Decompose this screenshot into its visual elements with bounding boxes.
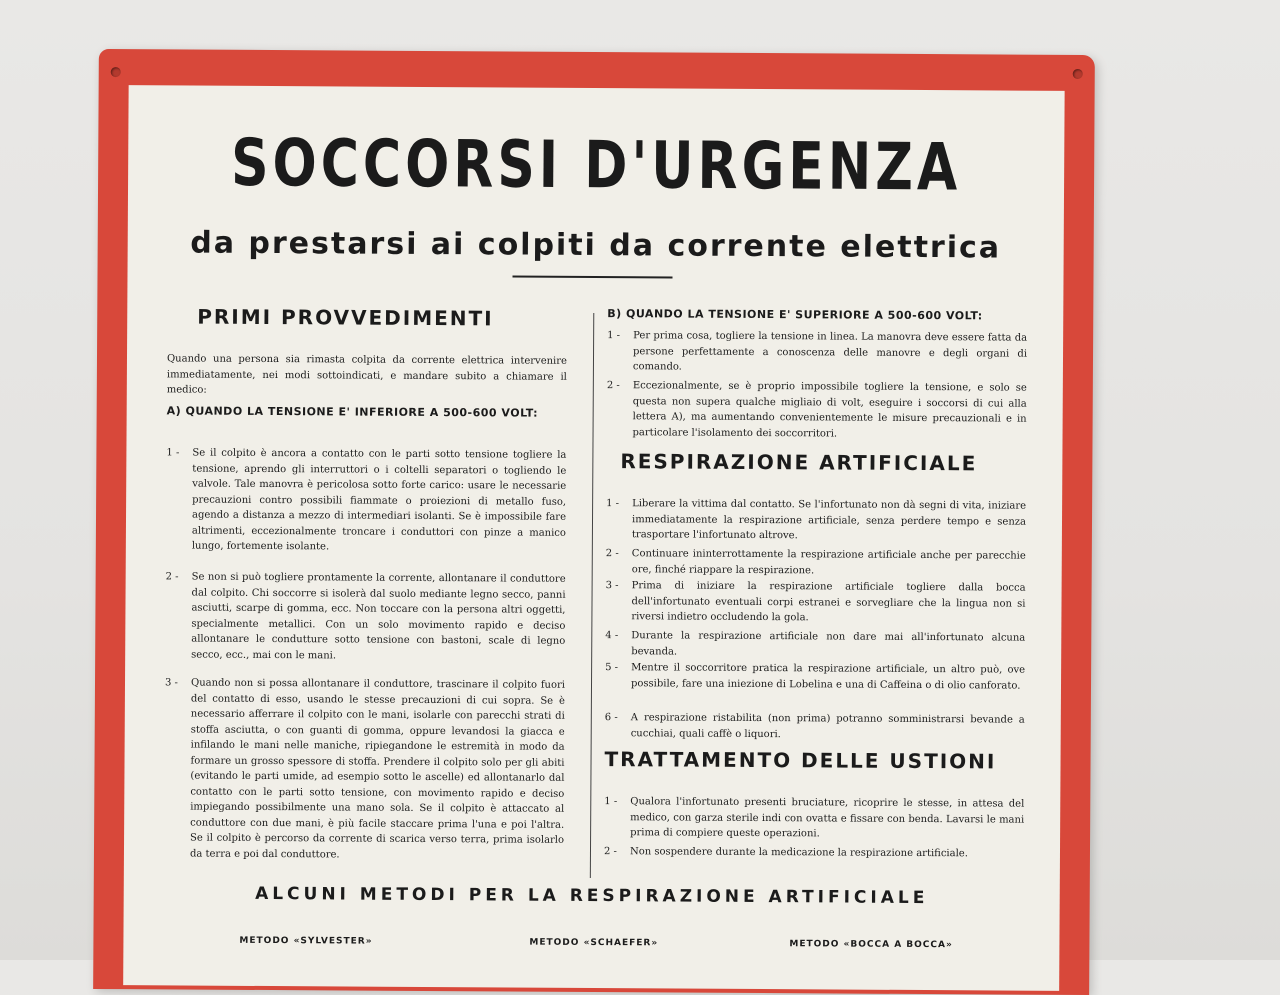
list-item: 1 - Liberare la vittima dal contatto. Se l'infortunato non dà segni di vita, iniziare immediatamente la respirazione artificiale, senza perdere tempo e senza trasportare l'infortunato altrove. bbox=[606, 498, 1027, 542]
mounting-hole-left bbox=[111, 67, 121, 77]
right-column bbox=[603, 306, 1028, 860]
first-measures-heading: PRIMI PROVVEDIMENTI bbox=[197, 304, 494, 331]
mounting-hole-right bbox=[1073, 69, 1083, 79]
list-item: 4 - Durante la respirazione artificiale non dare mai all'infortunato alcuna bevanda. bbox=[605, 630, 1026, 658]
title-rule bbox=[512, 275, 672, 278]
method-schaefer: METODO «SCHAEFER» bbox=[529, 937, 659, 949]
list-item: 2 - Eccezionalmente, se è proprio impossibile togliere la tensione, e solo se questa non supera qualche migliaio di volt, eseguire i soccorsi di cui alla lettera A), ma aumentando convenientemente le misure precauzionali e in particolare l'isolamento dei soccorritori. bbox=[606, 380, 1027, 439]
intro-text: Quando una persona sia rimasta colpita da corrente elettrica intervenire immediatamente, nei modi sottoindicati, e mandare subito a chiamare il medico: bbox=[166, 353, 568, 396]
method-sylvester: METODO «SYLVESTER» bbox=[239, 935, 373, 947]
list-item: 5 - Mentre il soccorritore pratica la respirazione artificiale, un altro può, ove possibile, fare una iniezione di Lobelina e una di Caffeina o di olio canforato. bbox=[605, 662, 1026, 692]
list-item: 2 - Continuare ininterrottamente la respirazione artificiale anche per parecchie ore, finché riappare la respirazione. bbox=[605, 548, 1026, 576]
section-a-heading: A) QUANDO LA TENSIONE E' INFERIORE A 500-600 VOLT: bbox=[166, 404, 539, 420]
list-item: 2 - Non sospendere durante la medicazione la respirazione artificiale. bbox=[603, 846, 968, 860]
burns-treatment-heading: TRATTAMENTO DELLE USTIONI bbox=[604, 747, 997, 774]
list-item: 1 - Se il colpito è ancora a contatto con le parti sotto tensione togliere la tensione, aprendo gli interruttori o i coltelli separatori o togliendo le valvole. Tale manovra è pericolosa sotto forte carico: usare le necessarie precauzioni contro possibili fiammate o proiezioni di metallo fuso, agendo a distanza a mezzo di intermediari isolanti. Se è impossibile fare altrimenti, eccezionalmente troncare i conduttori con pinze a manico lungo, fortemente isolante. bbox=[166, 447, 567, 553]
artificial-respiration-heading: RESPIRAZIONE ARTIFICIALE bbox=[620, 449, 978, 476]
list-item: 3 - Quando non si possa allontanare il conduttore, trascinare il colpito fuori del contatto di esso, usando le stesse precauzioni di cui sopra. Se è necessario afferrare il colpito con le mani, isolarle con parecchi strati di stoffa asciutta, o con guanti di gomma, oppure levandosi la giacca e infilando le mani nelle maniche, ripiegandone le estremità in modo da formare un grosso spessore di stoffa. Prendere il colpito solo per gli abiti (evitando le parti umide, ad esempio sotto le ascelle) ed allontanarlo dal contatto con le parti sotto tensione, con movimento rapido e deciso impiegando possibilmente una mano sola. Se il colpito è attaccato al conduttore con due mani, è più facile staccare prima l'una e poi l'altra. Se il colpito è percorso da corrente di scarica verso terra, prima isolarlo da terra e poi dal conduttore. bbox=[164, 677, 566, 860]
list-item: 3 - Prima di iniziare la respirazione artificiale togliere dalla bocca dell'infortunato eventuali corpi estranei e sorvegliare che la lingua non si riversi indietro occludendo la gola. bbox=[605, 580, 1026, 624]
method-mouth-to-mouth: METODO «BOCCA A BOCCA» bbox=[789, 939, 953, 951]
list-item: 2 - Se non si può togliere prontamente la corrente, allontanare il conduttore dal colpito. Chi soccorre si isolerà dal suolo mediante legno secco, panni asciutti, scarpe di gomma, ecc. Non toccare con la persona altri oggetti, specialmente metallici. Con un solo movimento rapido e deciso allontanare le condutture sotto tensione con bastoni, scale di legno secco, ecc., mai con le mani. bbox=[165, 571, 566, 661]
section-b-heading: B) QUANDO LA TENSIONE E' SUPERIORE A 500-600 VOLT: bbox=[607, 307, 983, 323]
list-item: 1 - Qualora l'infortunato presenti bruciature, ricoprire le stesse, in attesa del medico, con garza sterile indi con ovatta e fissare con benda. Lavarsi le mani prima di compiere queste operazioni. bbox=[604, 796, 1025, 840]
list-item: 6 - A respirazione ristabilita (non prima) potranno somministrarsi bevande a cucchiai, quali caffè o liquori. bbox=[604, 712, 1025, 740]
list-item: 1 - Per prima cosa, togliere la tensione in linea. La manovra deve essere fatta da persone perfettamente a conoscenza delle manovre e degli organi di comando. bbox=[607, 330, 1028, 373]
column-divider bbox=[590, 313, 594, 878]
sign-subtitle: da prestarsi ai colpiti da corrente elettrica bbox=[190, 225, 1002, 266]
sign-title: SOCCORSI D'URGENZA bbox=[230, 126, 962, 206]
safety-sign bbox=[93, 49, 1095, 995]
methods-title: ALCUNI METODI PER LA RESPIRAZIONE ARTIFICIALE bbox=[255, 883, 929, 909]
sign-panel bbox=[123, 85, 1064, 991]
left-column bbox=[164, 303, 568, 860]
